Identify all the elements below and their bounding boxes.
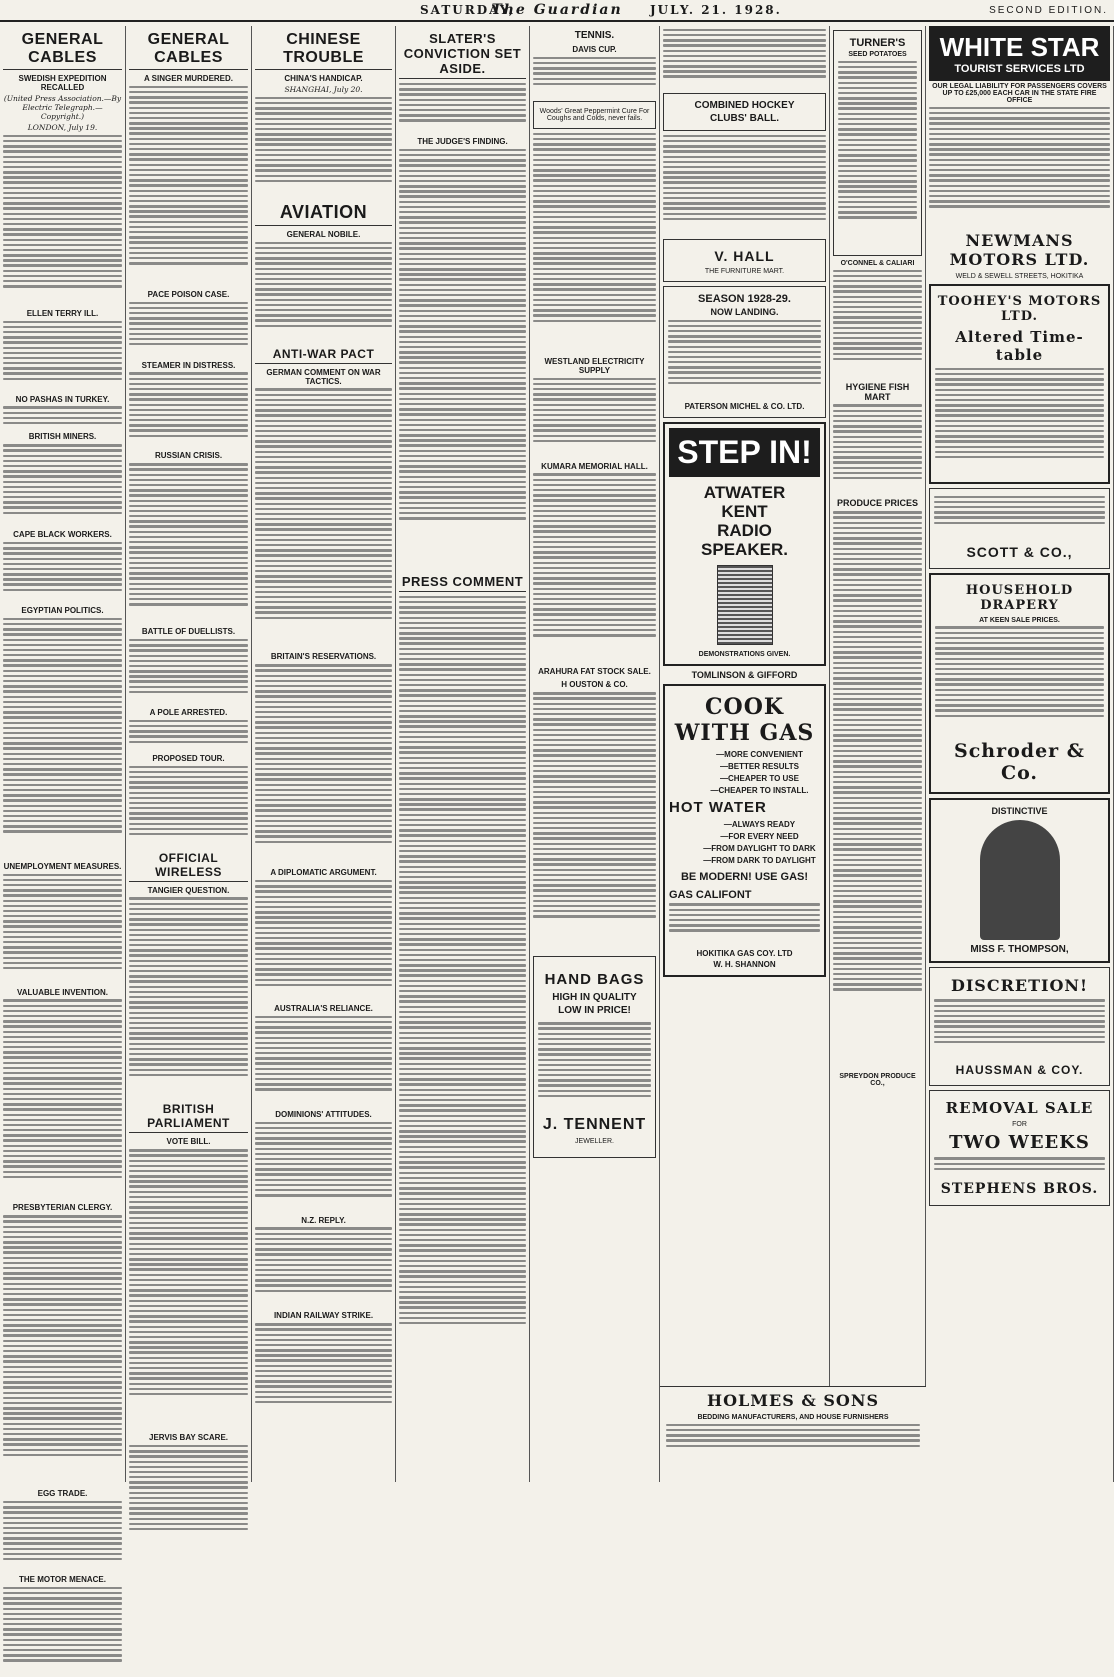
vhall-ad xyxy=(663,239,826,282)
masthead-edition: SECOND EDITION. xyxy=(989,4,1108,16)
article-body xyxy=(255,242,392,342)
article-body xyxy=(129,302,248,357)
headline: ARAHURA FAT STOCK SALE. xyxy=(538,667,651,677)
gas-benefit-2: —BETTER RESULTS xyxy=(720,761,799,771)
headline: RUSSIAN CRISIS. xyxy=(154,451,223,461)
hand-bags-quality: HIGH IN QUALITY xyxy=(552,992,637,1004)
turners-sub: SEED POTATOES xyxy=(848,51,907,58)
gas-benefit-3: —CHEAPER TO USE xyxy=(720,773,799,783)
article-body xyxy=(129,639,248,704)
hockey-line1: COMBINED HOCKEY xyxy=(694,99,795,111)
headline: ELLEN TERRY ILL. xyxy=(26,308,99,318)
hot-water-1: —ALWAYS READY xyxy=(723,819,796,829)
article-body xyxy=(3,874,122,984)
scott-body xyxy=(934,496,1105,540)
section-title: SLATER'S CONVICTION SET ASIDE. xyxy=(399,28,526,79)
discretion-body xyxy=(934,999,1105,1059)
hand-bags-ad xyxy=(533,956,656,1158)
schroder-name: Schroder & Co. xyxy=(954,740,1085,785)
classifieds xyxy=(663,29,826,89)
be-modern: BE MODERN! USE GAS! xyxy=(680,870,809,883)
headline: KUMARA MEMORIAL HALL. xyxy=(541,461,648,471)
headline: EGG TRADE. xyxy=(37,1489,88,1499)
atwater-line4: SPEAKER. xyxy=(701,539,788,559)
headline: DAVIS CUP. xyxy=(572,45,617,54)
article-body xyxy=(255,664,392,864)
hockey-line2: CLUBS' BALL. xyxy=(709,112,780,124)
headline: VALUABLE INVENTION. xyxy=(17,987,108,997)
drapery-sub: AT KEEN SALE PRICES. xyxy=(979,616,1060,624)
holmes-ad xyxy=(660,1386,926,1482)
masthead-date: JULY. 21. 1928. xyxy=(650,3,782,17)
tooheys-name: TOOHEY'S MOTORS LTD. xyxy=(937,293,1102,324)
headline: DOMINIONS' ATTITUDES. xyxy=(275,1109,372,1119)
article-body xyxy=(3,1587,122,1677)
article-body xyxy=(3,444,122,526)
newmans-name: NEWMANS MOTORS LTD. xyxy=(949,230,1090,269)
source-line: (United Press Association.—By Electric Telegraph.—Copyright.) xyxy=(3,94,122,121)
produce-body xyxy=(833,511,922,1071)
hand-bags-price: LOW IN PRICE! xyxy=(558,1005,631,1017)
timetable xyxy=(929,107,1110,227)
column-chinese-trouble xyxy=(252,26,396,1482)
discretion-title: DISCRETION! xyxy=(950,976,1089,996)
section-title: OFFICIAL WIRELESS xyxy=(129,848,248,882)
hand-bags-body xyxy=(538,1022,651,1112)
hot-water-2: —FOR EVERY NEED xyxy=(720,831,799,841)
removal-for: FOR xyxy=(1012,1121,1027,1129)
article-body xyxy=(533,57,656,97)
hand-bags-title: HAND BAGS xyxy=(544,971,645,989)
article-body xyxy=(129,1445,248,1545)
headline: A POLE ARRESTED. xyxy=(149,707,228,717)
section-title: CHINESE TROUBLE xyxy=(255,28,392,70)
column-general-cables-1 xyxy=(0,26,126,1584)
column-general-cables-2 xyxy=(126,26,252,1482)
califont-title: GAS CALIFONT xyxy=(669,888,752,901)
article-body xyxy=(3,542,122,602)
drapery-title: HOUSEHOLD DRAPERY xyxy=(965,582,1074,613)
headline: BATTLE OF DUELLISTS. xyxy=(141,627,236,637)
headline: THE JUDGE'S FINDING. xyxy=(417,137,508,146)
headline: JERVIS BAY SCARE. xyxy=(149,1433,228,1443)
classifieds xyxy=(533,133,656,353)
holmes-name: HOLMES & SONS xyxy=(706,1391,880,1410)
gas-benefit-4: —CHEAPER TO INSTALL. xyxy=(710,785,809,795)
article-body xyxy=(129,372,248,447)
section-title: GENERAL CABLES xyxy=(3,28,122,70)
column-ads-right xyxy=(830,26,926,1482)
article-body xyxy=(255,388,392,648)
cook-title: COOK WITH GAS xyxy=(674,693,815,746)
haussman-name: HAUSSMAN & COY. xyxy=(955,1063,1084,1078)
paterson-name: PATERSON MICHEL & CO. LTD. xyxy=(684,401,805,411)
fashion-figure-illustration xyxy=(980,820,1060,940)
headline: CAPE BLACK WORKERS. xyxy=(13,530,112,540)
holmes-body xyxy=(660,1424,926,1460)
article-body xyxy=(129,1149,248,1429)
classifieds xyxy=(833,404,922,494)
demonstrations: DEMONSTRATIONS GIVEN. xyxy=(698,650,791,658)
headline: BRITAIN'S RESERVATIONS. xyxy=(270,652,377,662)
atwater-kent-ad xyxy=(663,422,826,666)
article-body xyxy=(129,463,248,623)
classifieds xyxy=(663,135,826,235)
atwater-line2: KENT xyxy=(721,501,768,521)
section-title: AVIATION xyxy=(255,199,392,226)
headline: AUSTRALIA'S RELIANCE. xyxy=(274,1003,373,1013)
headline: N.Z. REPLY. xyxy=(301,1215,346,1225)
headline: VOTE BILL. xyxy=(166,1137,211,1147)
hockey-ad xyxy=(663,93,826,131)
headline: SWEDISH EXPEDITION RECALLED xyxy=(18,74,107,92)
article-body xyxy=(129,86,248,286)
article-body xyxy=(3,1501,122,1571)
distinctive-title: DISTINCTIVE xyxy=(991,806,1048,817)
article-body xyxy=(255,1323,392,1423)
season-body xyxy=(668,320,821,400)
hygiene-name: HYGIENE FISH MART xyxy=(845,381,910,402)
article-body xyxy=(255,1122,392,1212)
headline: PACE POISON CASE. xyxy=(147,289,230,299)
radio-speaker-illustration xyxy=(717,565,773,645)
column-slater xyxy=(396,26,530,1482)
hot-water-3: —FROM DAYLIGHT TO DARK xyxy=(703,843,816,853)
headline: A SINGER MURDERED. xyxy=(143,74,234,83)
removal-title: REMOVAL SALE xyxy=(945,1099,1094,1118)
section-title: GENERAL CABLES xyxy=(129,28,248,70)
article-body xyxy=(255,1016,392,1106)
thompson-ad xyxy=(929,798,1110,963)
masthead xyxy=(0,0,1114,22)
article-body xyxy=(3,321,122,391)
white-star-title: WHITE STAR xyxy=(939,32,1100,62)
atwater-line3: RADIO xyxy=(717,520,772,540)
turners-body xyxy=(838,61,917,251)
headline: GERMAN COMMENT ON WAR TACTICS. xyxy=(266,367,381,386)
altered-timetable: Altered Time-table xyxy=(955,327,1084,364)
masthead-day: SATURDAY, xyxy=(420,3,516,17)
headline: TANGIER QUESTION. xyxy=(147,885,230,895)
article-body xyxy=(533,692,656,952)
article-body xyxy=(3,999,122,1199)
article-body xyxy=(533,378,656,458)
article-body xyxy=(255,1227,392,1307)
step-in-banner xyxy=(669,428,820,477)
headline: UNEMPLOYMENT MEASURES. xyxy=(3,861,122,871)
section-title: ANTI-WAR PACT xyxy=(255,344,392,364)
section-title: BRITISH PARLIAMENT xyxy=(129,1099,248,1133)
classifieds xyxy=(833,270,922,380)
headline: GENERAL NOBILE. xyxy=(286,229,361,239)
holmes-sub: BEDDING MANUFACTURERS, AND HOUSE FURNISHERS xyxy=(697,1414,889,1421)
white-star-banner xyxy=(929,26,1110,81)
column-ads-middle xyxy=(660,26,830,1482)
headline: PRESBYTERIAN CLERGY. xyxy=(12,1203,113,1213)
white-star-sub: TOURIST SERVICES LTD xyxy=(954,63,1085,75)
tennent-sub: JEWELLER. xyxy=(575,1138,614,1146)
hot-water-4: —FROM DARK TO DAYLIGHT xyxy=(703,855,816,865)
article-body xyxy=(129,766,248,846)
thompson-name: MISS F. THOMPSON, xyxy=(970,944,1069,956)
tomlinson-name: TOMLINSON & GIFFORD xyxy=(691,669,798,680)
vhall-sub: THE FURNITURE MART. xyxy=(704,267,785,275)
masthead-title: The Guardian xyxy=(491,2,623,18)
liability-note: OUR LEGAL LIABILITY FOR PASSENGERS COVERS UP TO £25,000 EACH CAR IN THE STATE FIRE OFFICE xyxy=(932,83,1107,104)
scott-name: SCOTT & CO., xyxy=(966,543,1073,560)
tennent-name: J. TENNENT xyxy=(542,1116,647,1134)
article-body xyxy=(129,720,248,750)
gas-company: HOKITIKA GAS COY. LTD xyxy=(696,949,793,959)
article-body xyxy=(3,1215,122,1485)
cook-with-gas-ad xyxy=(663,684,826,978)
dateline: LONDON, July 19. xyxy=(27,123,98,132)
removal-body xyxy=(934,1157,1105,1177)
headline: A DIPLOMATIC ARGUMENT. xyxy=(270,868,377,878)
season-sub: NOW LANDING. xyxy=(710,306,779,317)
peppermint-ad xyxy=(533,101,656,129)
article-body xyxy=(3,406,122,428)
gas-benefit-1: —MORE CONVENIENT xyxy=(716,749,803,759)
turners-name: TURNER'S xyxy=(849,37,906,49)
newmans-address: WELD & SEWELL STREETS, HOKITIKA xyxy=(955,272,1084,280)
article-body xyxy=(129,897,248,1097)
spreydon-name: SPREYDON PRODUCE CO., xyxy=(839,1073,916,1088)
step-in-text: STEP IN! xyxy=(677,433,812,470)
scott-ad xyxy=(929,488,1110,569)
tooheys-body xyxy=(935,368,1104,478)
headline: CHINA'S HANDICAP. xyxy=(284,74,363,83)
article-body xyxy=(255,97,392,197)
headline: BRITISH MINERS. xyxy=(28,432,97,442)
removal-sale-ad xyxy=(929,1090,1110,1206)
headline: PROPOSED TOUR. xyxy=(152,753,225,763)
headline: WESTLAND ELECTRICITY SUPPLY xyxy=(544,356,645,375)
article-body xyxy=(533,473,656,663)
headline: INDIAN RAILWAY STRIKE. xyxy=(273,1311,374,1321)
oconnel-name: O'CONNEL & CALIARI xyxy=(840,259,915,267)
article-body xyxy=(255,880,392,1000)
season-ad xyxy=(663,286,826,418)
article-body xyxy=(3,135,122,305)
shannon-name: W. H. SHANNON xyxy=(713,960,776,970)
headline: PRODUCE PRICES xyxy=(836,498,918,509)
drapery-body xyxy=(935,626,1104,736)
headline: NO PASHAS IN TURKEY. xyxy=(15,394,110,404)
section-title: TENNIS. xyxy=(574,30,615,41)
headline: STEAMER IN DISTRESS. xyxy=(141,360,236,370)
column-ads-far-right xyxy=(926,26,1114,1482)
turners-ad xyxy=(833,30,922,256)
headline: EGYPTIAN POLITICS. xyxy=(21,605,104,615)
season-title: SEASON 1928-29. xyxy=(698,292,791,305)
column-tennis-ads xyxy=(530,26,660,1482)
dateline: SHANGHAI, July 20. xyxy=(284,85,363,94)
tooheys-ad xyxy=(929,284,1110,484)
two-weeks: TWO WEEKS xyxy=(949,1132,1090,1154)
gas-body xyxy=(669,903,820,947)
drapery-ad xyxy=(929,573,1110,795)
article-body xyxy=(3,618,122,858)
stephens-name: STEPHENS BROS. xyxy=(940,1181,1099,1198)
article-body xyxy=(399,596,526,1496)
vhall-name: V. HALL xyxy=(714,247,775,264)
headline: H OUSTON & CO. xyxy=(561,680,628,690)
article-body xyxy=(399,83,526,133)
section-title: PRESS COMMENT xyxy=(399,571,526,592)
article-body xyxy=(399,149,526,569)
hot-water-title: HOT WATER xyxy=(669,798,767,816)
headline: THE MOTOR MENACE. xyxy=(19,1574,106,1584)
discretion-ad xyxy=(929,967,1110,1086)
atwater-line1: ATWATER xyxy=(703,482,786,502)
peppermint-text: Woods' Great Peppermint Cure For Coughs and Colds, never fails. xyxy=(539,107,650,122)
